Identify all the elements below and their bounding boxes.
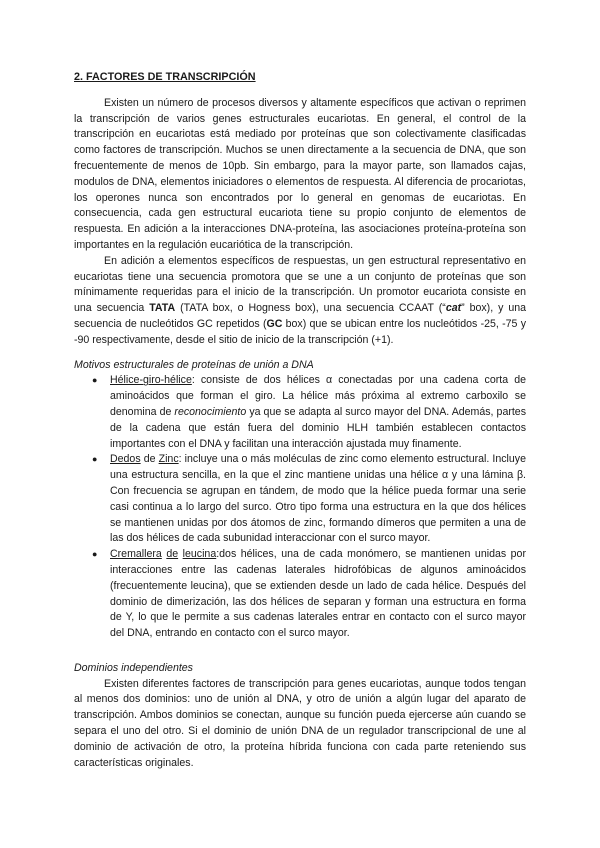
promoter-text-1: En adición a elementos específicos de respuestas, un gen estructural representativo en eucariotas tiene una secuencia promotora que se une a un conjunto de proteínas que son mínimamente requeridas para el inicio de la transcripción. Un promotor eucariota consiste en una secuencia [74, 254, 526, 315]
tata-term: TATA [149, 302, 176, 315]
motifs-list [74, 373, 526, 642]
paragraph-promoter [74, 254, 526, 349]
bullet-icon: ● [92, 454, 98, 465]
bullet-icon: ● [92, 375, 98, 386]
bullet-icon: ● [92, 549, 98, 560]
motif-text-end: ya que se adapta al surco mayor del DNA. Además, partes de la cadena que están fuera del dominio HLH también establecen contactos importantes con el DNA y facilitan una interacción ajustada muy finamente. [110, 405, 526, 450]
motif-name: Hélice-giro-hélice [110, 374, 192, 387]
motifs-heading: Motivos estructurales de proteínas de unión a DNA [74, 358, 314, 371]
motif-name-joiner: de [140, 453, 159, 466]
promoter-text-2: (TATA box, o Hogness box), una secuencia CCAAT (“ [175, 302, 446, 315]
paragraph-domains: Existen diferentes factores de transcripción para genes eucariotas, aunque todos tengan al menos dos dominios: uno de unión al DNA, y otro de unión a algún lugar del aparato de transcripción. Ambos dominios se conectan, aunque su función pueda ejercerse aún cuando se separa el uno del otro. Si el dominio de unión DNA de un regulador transcripcional de une al dominio de activación de otro, la proteína híbrida funciona con cada parte reteniendo sus características originales. [74, 677, 526, 769]
domains-heading: Dominios independientes [74, 661, 193, 674]
motif-text: : consiste de dos hélices α conectadas por una cadena corta de aminoácidos que forman el giro. La hélice más próxima al extremo carboxilo se denomina de [110, 374, 526, 418]
motif-emphasis: reconocimiento [174, 405, 247, 418]
spacer [74, 642, 526, 652]
list-item-leucine-zipper [92, 547, 526, 642]
gc-term: GC [266, 317, 283, 330]
section-title: 2. FACTORES DE TRANSCRIPCIÓN [74, 71, 256, 83]
motif-name-2: de [166, 548, 179, 561]
motif-name-3: leucina [182, 548, 217, 561]
list-item-helix-turn-helix [92, 373, 526, 452]
list-item-zinc-fingers [92, 452, 526, 547]
promoter-text-4: box) que se ubican entre los nucleótidos -25, -75 y -90 respectivamente, desde el sitio de inicio de la transcripción (+1). [74, 317, 526, 346]
motif-name: Cremallera [110, 548, 162, 561]
motif-text: :dos hélices, una de cada monómero, se mantienen unidas por interacciones entre las cadenas laterales hidrofóbicas de algunos aminoácidos (frecuentemente leucina), que se extienden desde un lado de cada hélice. Después del dominio de dimerización, las dos hélices de separan y forman una estructura en forma de Y, lo que le permite a sus cadenas laterales entrar en contacto con el surco mayor del DNA, entrando en contacto con el surco mayor. [110, 548, 526, 640]
motif-name-2: Zinc [158, 453, 179, 466]
motif-text: : incluye una o más moléculas de zinc como elemento estructural. Incluye una estructura sencilla, en la que el zinc mantiene unidas una hélice α y una lámina β. Con frecuencia se agrupan en tándem, de modo que la hélice pueda formar una serie casi continua a lo largo del surco. Otro tipo forma una estructura en la que dos hélices se mantienen unidas por dos átomos de zinc, formando dímeros que permiten a una de las dos hélices de cada subunidad interaccionar con el surco mayor. [110, 453, 526, 545]
paragraph-intro: Existen un número de procesos diversos y altamente específicos que activan o reprimen la transcripción de varios genes estructurales eucariotas. En general, el control de la transcripción en eucariotas está mediado por proteínas que son colectivamente clasificadas como factores de transcripción. Muchos se unen directamente a la secuencia de DNA, que son frecuentemente de menos de 10pb. Sin embargo, para la mayor parte, son llamados cajas, modulos de DNA, elementos iniciadores o elementos de respuesta. Al diferencia de procariotas, los operones nunca son encontrados por lo general en genomas de eucariotas. En consecuencia, cada gen estructural eucariota tiene su propio conjunto de elementos de respuesta. En adición a la interacciones DNA-proteína, las asociaciones proteína-proteína son importantes en la regulación eucariótica de la transcripción. [74, 96, 526, 251]
motif-name: Dedos [110, 453, 141, 466]
promoter-text-3: ” box), y una secuencia de nucleótidos GC repetidos ( [74, 302, 526, 330]
cat-term: cat [445, 302, 462, 315]
